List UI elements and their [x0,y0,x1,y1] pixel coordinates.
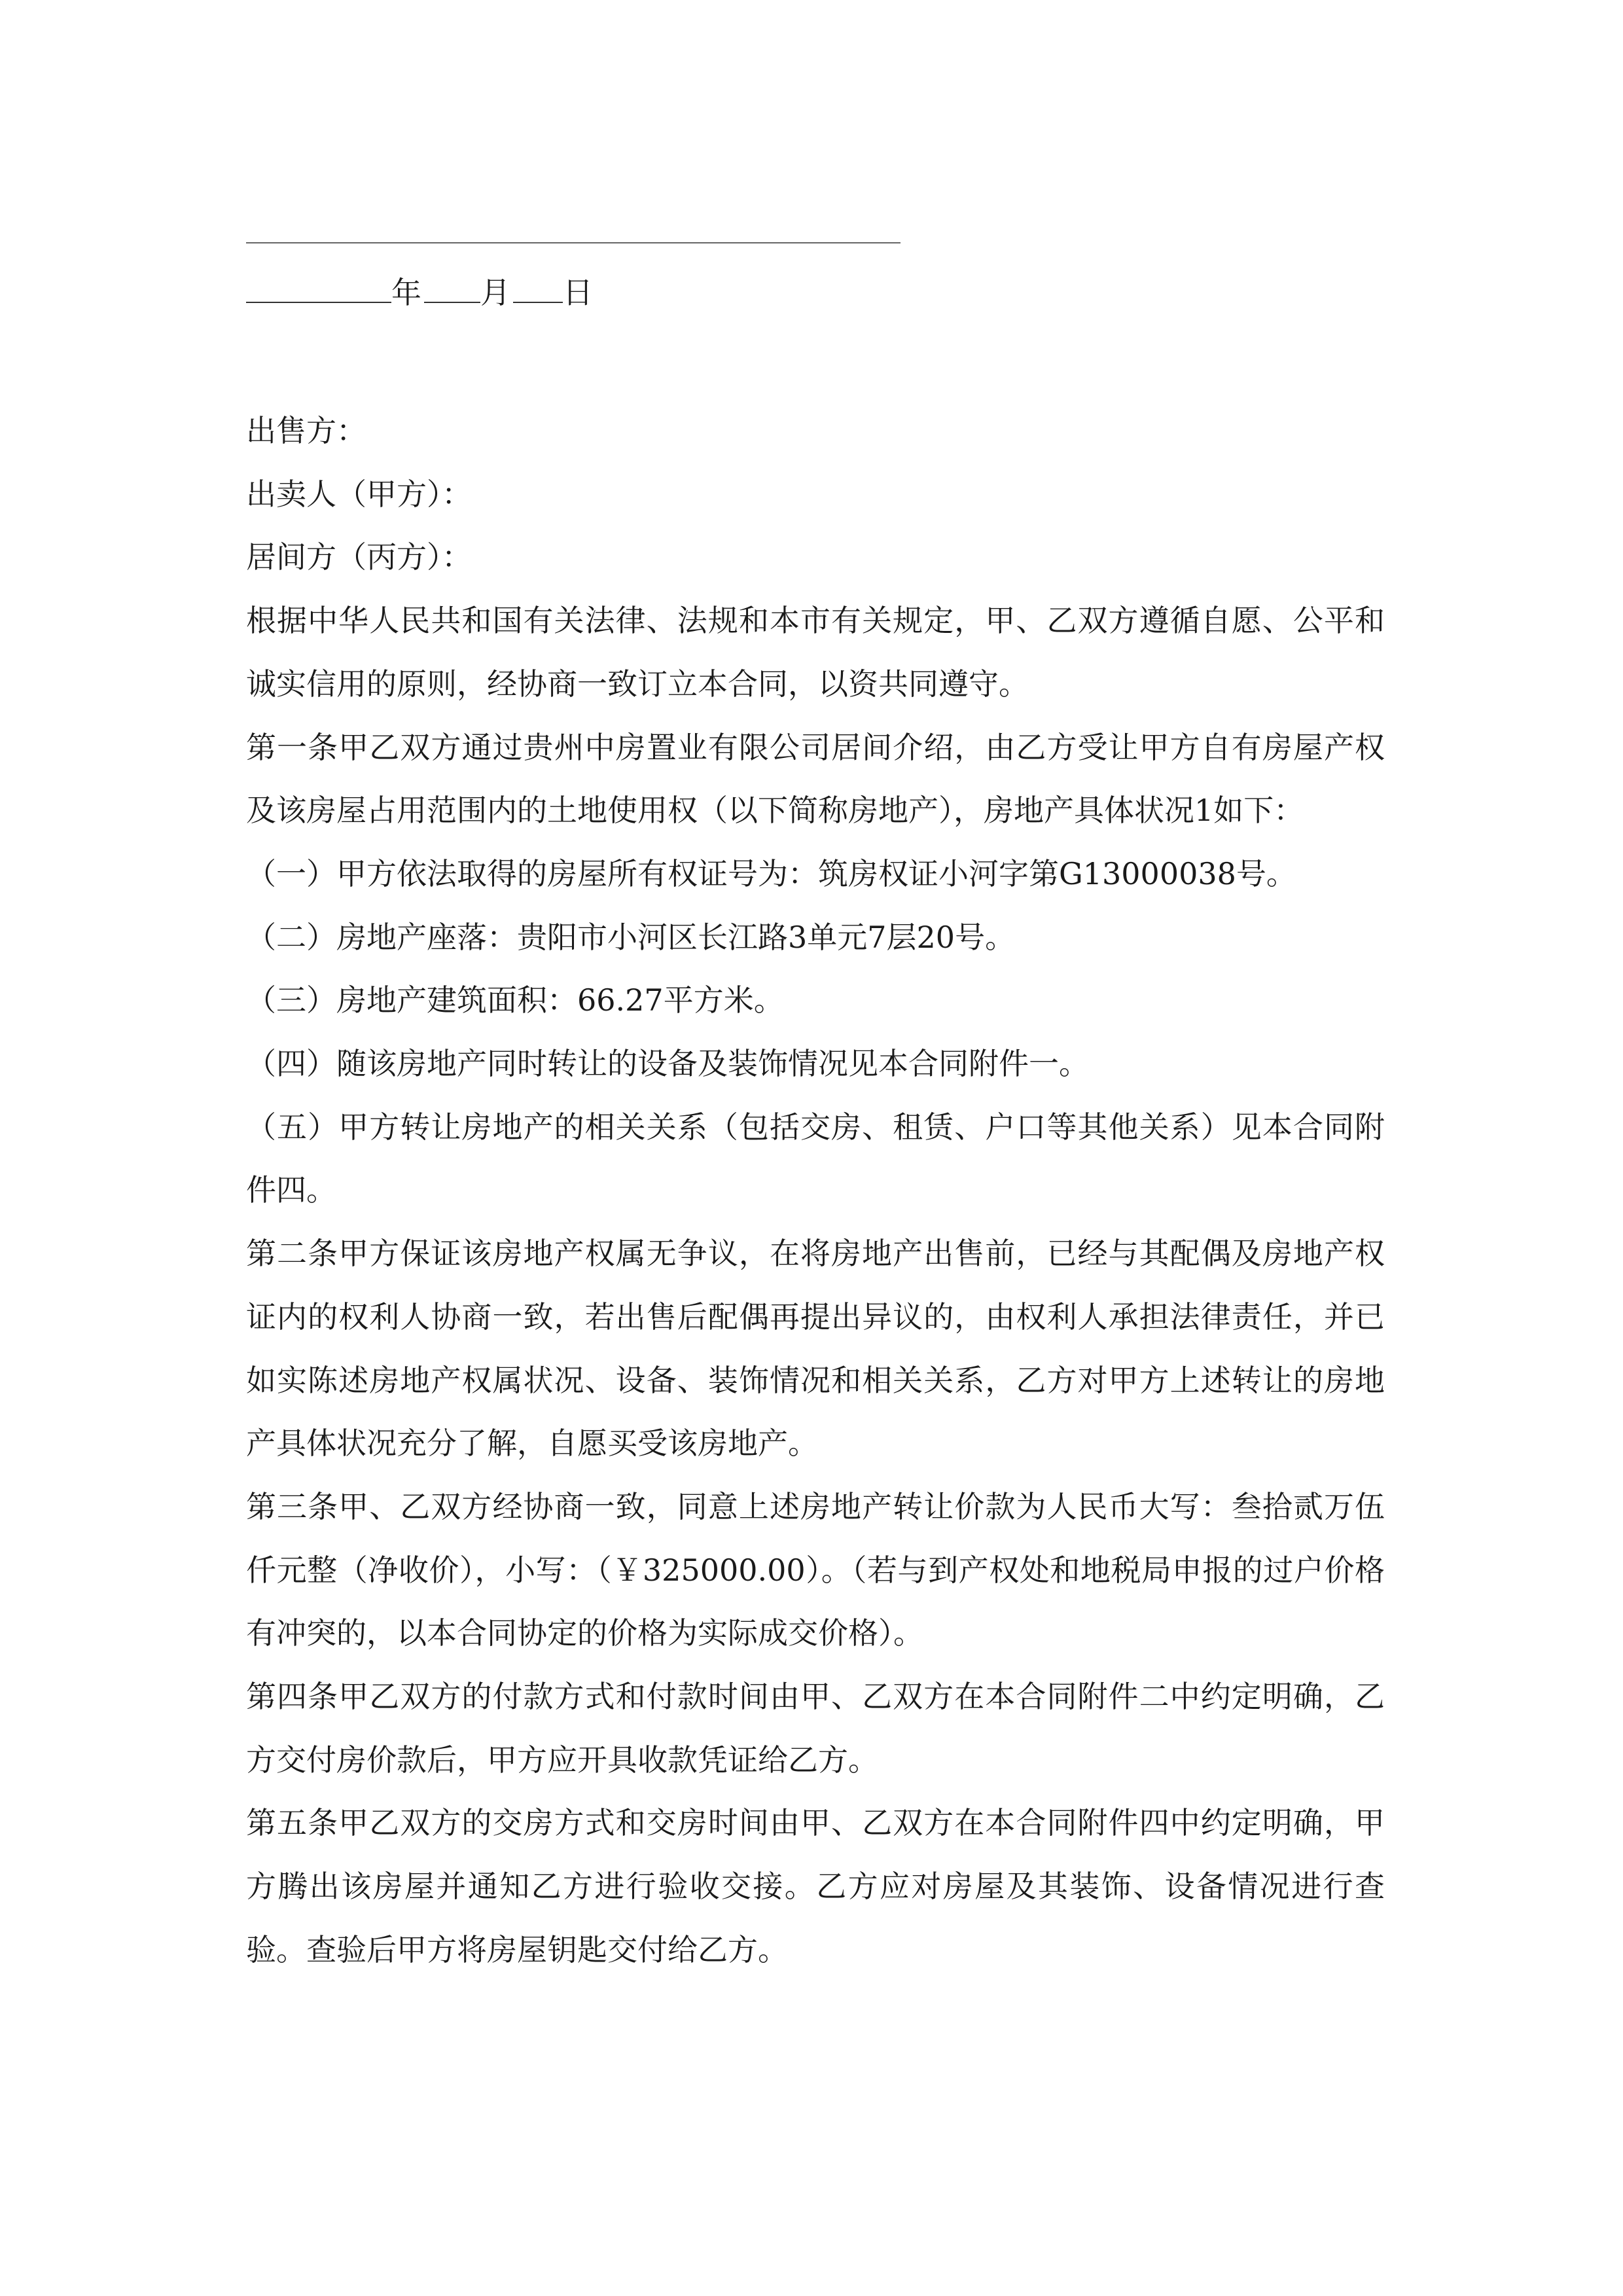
day-blank [513,272,563,303]
year-label: 年 [391,275,421,310]
party-c-line: 居间方（丙方）： [246,539,472,575]
seller-line: 出售方： [246,413,366,448]
article-5: 第五条甲乙双方的交房方式和交房时间由甲、乙双方在本合同附件四中约定明确，甲方腾出该房屋并通知乙方进行验收交接。乙方应对房屋及其装饰、设备情况进行查验。查验后甲方将房屋钥匙交付给乙方。 [246,1805,1385,1967]
article-1-item-5: （五）甲方转让房地产的相关关系（包括交房、租赁、户口等其他关系）见本合同附件四。 [246,1109,1385,1208]
date-line [246,272,593,314]
contract-body [246,399,1385,1982]
article-1: 第一条甲乙双方通过贵州中房置业有限公司居间介绍，由乙方受让甲方自有房屋产权及该房屋占用范围内的土地使用权（以下简称房地产），房地产具体状况1如下： [246,729,1385,829]
party-a-line: 出卖人（甲方）： [246,476,472,512]
signature-rule [246,242,901,243]
day-label: 日 [563,275,593,310]
article-2: 第二条甲方保证该房地产权属无争议，在将房地产出售前，已经与其配偶及房地产权证内的权利人协商一致，若出售后配偶再提出异议的，由权利人承担法律责任，并已如实陈述房地产权属状况、设备、装饰情况和相关关系，乙方对甲方上述转让的房地产具体状况充分了解，自愿买受该房地产。 [246,1236,1385,1462]
month-blank [424,272,480,303]
article-1-item-2: （二）房地产座落：贵阳市小河区长江路3单元7层20号。 [246,919,1016,955]
preamble-paragraph: 根据中华人民共和国有关法律、法规和本市有关规定，甲、乙双方遵循自愿、公平和诚实信用的原则，经协商一致订立本合同，以资共同遵守。 [246,603,1385,702]
year-blank [246,272,391,303]
article-4: 第四条甲乙双方的付款方式和付款时间由甲、乙双方在本合同附件二中约定明确，乙方交付房价款后，甲方应开具收款凭证给乙方。 [246,1679,1385,1778]
article-1-item-3: （三）房地产建筑面积：66.27平方米。 [246,982,784,1018]
article-1-item-1: （一）甲方依法取得的房屋所有权证号为：筑房权证小河字第G13000038号。 [246,855,1296,891]
article-3: 第三条甲、乙双方经协商一致，同意上述房地产转让价款为人民币大写：叁拾贰万伍仟元整（净收价），小写：（￥325000.00）。（若与到产权处和地税局申报的过户价格有冲突的，以本合同协定的价格为实际成交价格）。 [246,1488,1385,1651]
month-label: 月 [480,275,510,310]
article-1-item-4: （四）随该房地产同时转让的设备及装饰情况见本合同附件一。 [246,1046,1089,1082]
